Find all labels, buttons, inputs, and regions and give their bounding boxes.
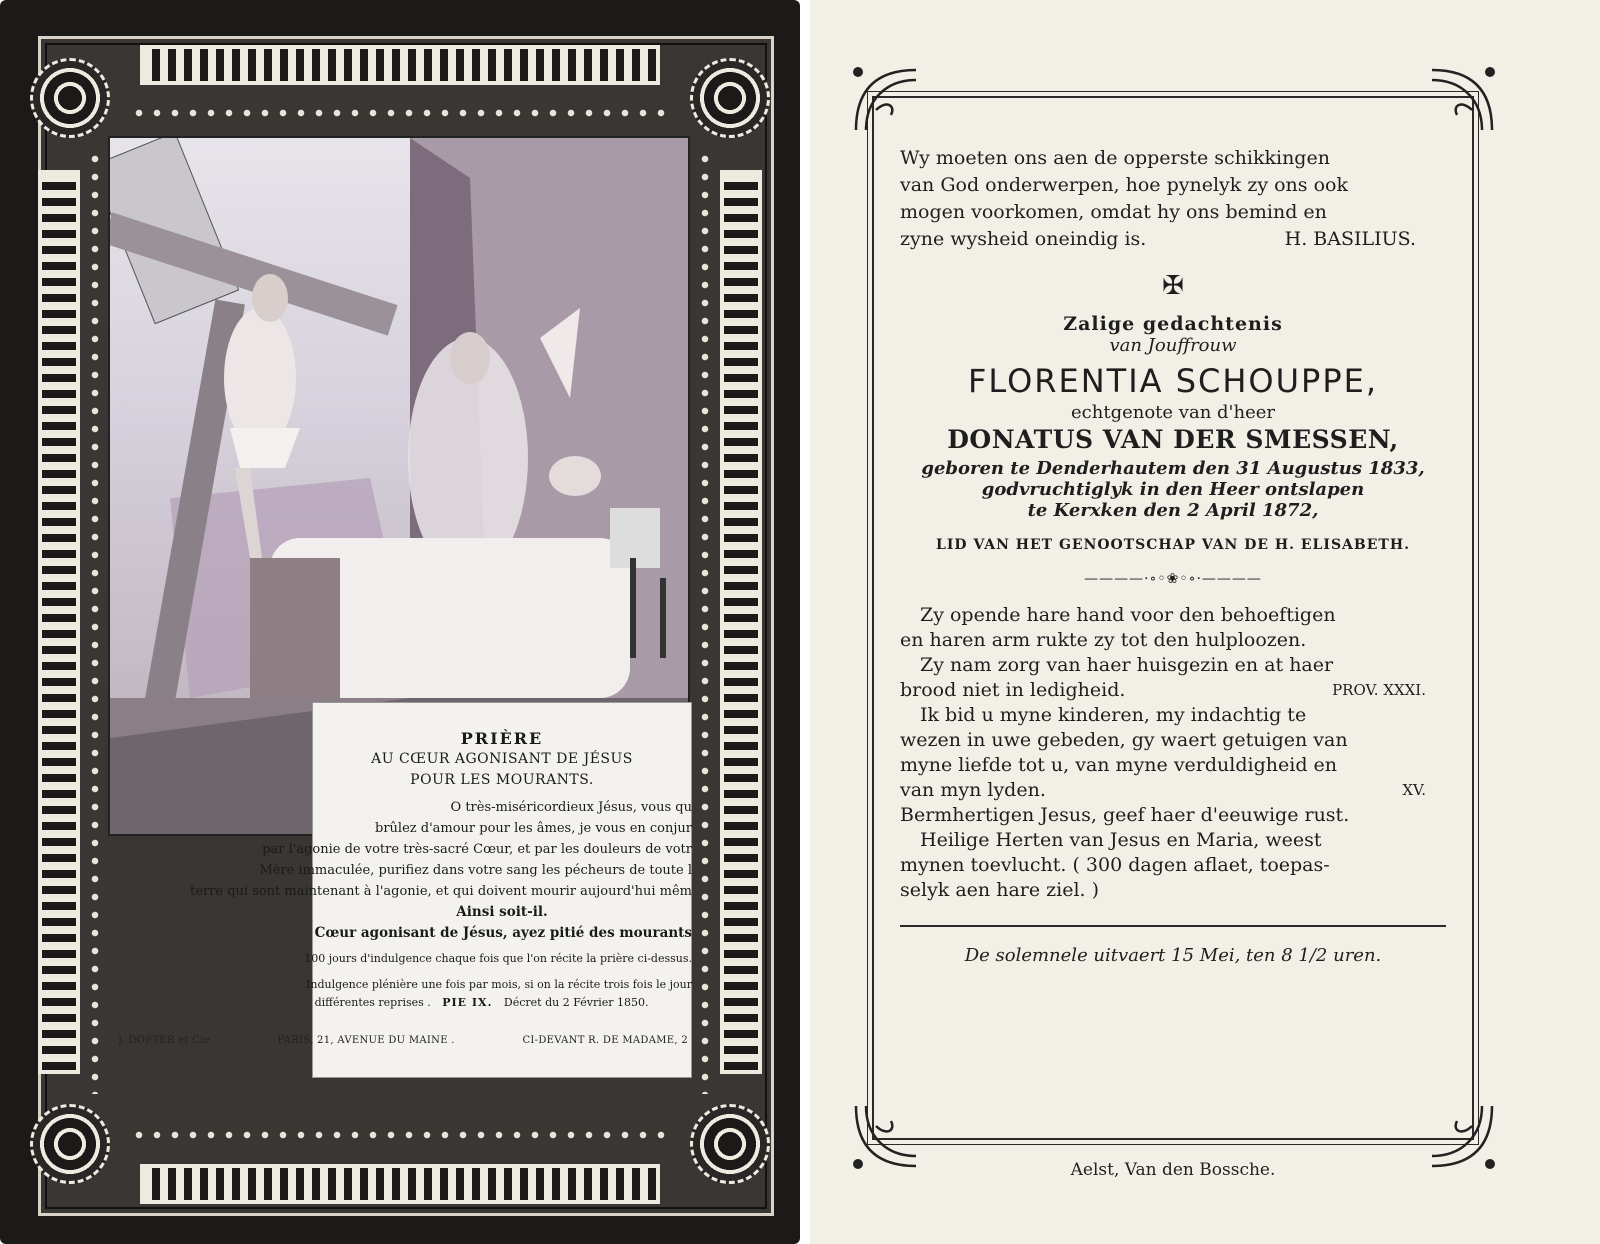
prayer-amen: Ainsi soit-il. bbox=[456, 904, 548, 920]
prayer-line: Mère immaculée, purifiez dans votre sang les pécheurs de toute l bbox=[259, 863, 692, 878]
eulogy-line: Zy opende hare hand voor den behoeftigen bbox=[920, 604, 1336, 626]
divider-ornament: ————·∘◦❀◦∘·———— bbox=[1084, 571, 1262, 587]
publisher-former-address: CI-DEVANT R. DE MADAME, 2 bbox=[522, 1035, 688, 1046]
quote-last: zyne wysheid oneindig is. bbox=[900, 228, 1147, 250]
eulogy-line: mynen toevlucht. ( 300 dagen aflaet, toepas- bbox=[900, 854, 1330, 876]
bible-reference: XV. bbox=[1402, 781, 1426, 799]
eulogy-line: selyk aen hare ziel. ) bbox=[900, 879, 1100, 901]
prayer-line: brûlez d'amour pour les âmes, je vous en conjur bbox=[375, 821, 692, 836]
prayer-subtitle: AU CŒUR AGONISANT DE JÉSUS bbox=[371, 751, 633, 767]
quote-line: Wy moeten ons aen de opperste schikkingen bbox=[900, 147, 1330, 169]
memorial-card-back bbox=[810, 0, 1600, 1244]
quote-author: H. BASILIUS. bbox=[1284, 228, 1416, 250]
ornament-corner-icon bbox=[846, 60, 926, 140]
eulogy-line: en haren arm rukte zy tot den hulploozen. bbox=[900, 629, 1307, 651]
quote-line-last bbox=[900, 226, 1446, 253]
divider-line bbox=[900, 925, 1446, 927]
birth-line: geboren te Denderhautem den 31 Augustus 1833, bbox=[921, 458, 1425, 479]
memorial-heading: Zalige gedachtenis bbox=[1063, 313, 1283, 335]
eulogy-text-part: brood niet in ledigheid. bbox=[900, 679, 1126, 701]
meander-band-right bbox=[720, 170, 762, 1074]
prayer-line: terre qui sont maintenant à l'agonie, et qui doivent mourir aujourd'hui mêm bbox=[190, 884, 692, 899]
bible-reference: PROV. XXXI. bbox=[1332, 681, 1426, 699]
eulogy-line: myne liefde tot u, van myne verduldigheid en bbox=[900, 754, 1337, 776]
decree-date: Décret du 2 Février 1850. bbox=[503, 996, 649, 1009]
rosette-icon bbox=[690, 58, 770, 138]
indulgence-note: Indulgence plénière une fois par mois, si on la récite trois fois le jour bbox=[306, 978, 692, 991]
pearl-border-right bbox=[698, 150, 712, 1094]
spouse-intro: echtgenote van d'heer bbox=[1071, 402, 1275, 423]
memorial-text bbox=[900, 145, 1446, 966]
meander-band-top bbox=[140, 45, 660, 85]
pearl-border-left bbox=[88, 150, 102, 1094]
eulogy-line-ref bbox=[900, 778, 1446, 803]
rosette-icon bbox=[30, 1104, 110, 1184]
prayer-title: PRIÈRE bbox=[460, 729, 544, 748]
eulogy-line: Heilige Herten van Jesus en Maria, weest bbox=[920, 829, 1322, 851]
indulgence-note: 100 jours d'indulgence chaque fois que l'on récite la prière ci-dessus. bbox=[304, 952, 692, 965]
quote-line: van God onderwerpen, hoe pynelyk zy ons ook bbox=[900, 174, 1348, 196]
publisher-name: J. DOPTER et Cie bbox=[118, 1035, 210, 1046]
death-line: godvruchtiglyk in den Heer ontslapen bbox=[981, 479, 1365, 500]
honorific: van Jouffrouw bbox=[1109, 335, 1237, 356]
deceased-name: FLORENTIA SCHOUPPE, bbox=[967, 362, 1379, 400]
prayer-invocation: Cœur agonisant de Jésus, ayez pitié des mourants bbox=[314, 925, 692, 941]
rosette-icon bbox=[690, 1104, 770, 1184]
meander-band-bottom bbox=[140, 1164, 660, 1204]
eulogy-line: Ik bid u myne kinderen, my indachtig te bbox=[920, 704, 1307, 726]
pope-name: PIE IX. bbox=[442, 996, 493, 1009]
death-place-line: te Kerxken den 2 April 1872, bbox=[1027, 500, 1319, 521]
indulgence-repeat-text: différentes reprises . bbox=[314, 996, 431, 1009]
eulogy-text-part: van myn lyden. bbox=[900, 779, 1046, 801]
pearl-border-bottom bbox=[130, 1128, 670, 1142]
pearl-border-top bbox=[130, 106, 670, 120]
prayer-line: par l'agonie de votre très-sacré Cœur, et par les douleurs de votr bbox=[262, 842, 692, 857]
printer-credit: Aelst, Van den Bossche. bbox=[1070, 1160, 1276, 1180]
eulogy-line: Bermhertigen Jesus, geef haer d'eeuwige rust. bbox=[900, 804, 1350, 826]
prayer-text bbox=[108, 728, 692, 1051]
eulogy-line: Zy nam zorg van haer huisgezin en at haer bbox=[920, 654, 1334, 676]
quote-line: mogen voorkomen, omdat hy ons bemind en bbox=[900, 201, 1327, 223]
funeral-notice: De solemnele uitvaert 15 Mei, ten 8 1/2 uren. bbox=[964, 945, 1382, 966]
prayer-line: O très-miséricordieux Jésus, vous qu bbox=[450, 800, 692, 815]
indulgence-decree bbox=[108, 994, 692, 1012]
membership-line: LID VAN HET GENOOTSCHAP VAN DE H. ELISABETH. bbox=[936, 537, 1410, 553]
husband-name: DONATUS VAN DER SMESSEN, bbox=[947, 425, 1399, 454]
meander-band-left bbox=[38, 170, 80, 1074]
publisher-address: PARIS, 21, AVENUE DU MAINE . bbox=[277, 1035, 455, 1046]
opening-quote bbox=[900, 145, 1446, 253]
eulogy-text bbox=[900, 603, 1446, 903]
rosette-icon bbox=[30, 58, 110, 138]
ornament-corner-icon bbox=[1422, 60, 1502, 140]
printer-footer bbox=[118, 1030, 688, 1051]
prayer-subtitle: POUR LES MOURANTS. bbox=[410, 772, 594, 788]
cross-icon: ✠ bbox=[1162, 271, 1184, 301]
eulogy-line: wezen in uwe gebeden, gy waert getuigen van bbox=[900, 729, 1348, 751]
eulogy-line-ref bbox=[900, 678, 1446, 703]
